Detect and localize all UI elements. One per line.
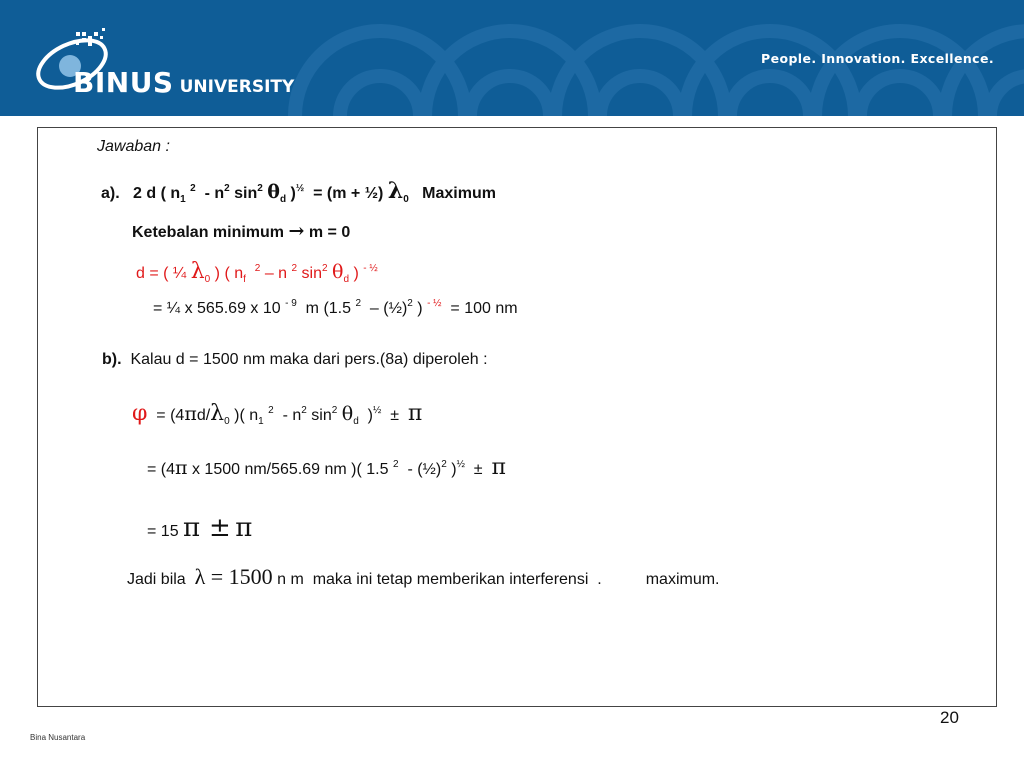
header-banner [0, 0, 1024, 116]
tagline: People. Innovation. Excellence. [761, 51, 994, 66]
page-number: 20 [940, 708, 959, 727]
phase-result: = 15 π ± π [147, 513, 253, 543]
phi-symbol: φ [132, 401, 148, 426]
part-a-equation: a). 2 d ( $n_1$ $^2 - n^2$ $\sin^2 \theta_d$ )$^{\frac{1}{2}}$ = (m + ½) $\lambda_0$ Maximum [101, 178, 496, 205]
lambda-symbol: λ [387, 178, 404, 204]
theta-symbol: θ [267, 181, 280, 203]
conclusion: Jadi bila λ = 1500 n m maka ini tetap memberikan interferensi . maximum. [127, 564, 720, 589]
logo-brand: BINUS [73, 66, 174, 99]
logo-subtitle: UNIVERSITY [179, 77, 295, 97]
phase-equation: $\varphi = (4\pi d/\lambda_0$ )( $n_1$ $^2 - n^2$ $\sin^2 \theta_d$ )$^{\frac{1}{2}}$ ± π [132, 401, 423, 427]
footer-organization: Bina Nusantara [30, 733, 86, 742]
binus-logo [30, 18, 300, 104]
minimum-thickness-line: Ketebalan minimum → m = 0 [132, 220, 351, 242]
part-b-statement: b). Kalau d = 1500 nm maka dari pers.(8a) diperoleh : [102, 351, 488, 368]
answer-heading: Jawaban : [97, 138, 170, 155]
thickness-formula: d = ( ¼ $\lambda_0$ ) ( $n_f$ $^2$ – n $^2$ $\sin^2 \theta_d$ ) $^{- \frac{1}{2}}$ [136, 259, 378, 285]
arrow-right-icon: → [288, 220, 305, 242]
thickness-calculation: = ¼ x 565.69 x 10 $^{- 9}$ m (1.5 $^2$ – (½)$^2$ ) $^{- \frac{1}{2}}$ = 100 nm [153, 298, 518, 317]
phase-substitution: = (4π x 1500 nm/565.69 nm )( 1.5 $^2$ - (½)$^2$ )$^{\frac{1}{2}}$ ± π [147, 455, 506, 480]
